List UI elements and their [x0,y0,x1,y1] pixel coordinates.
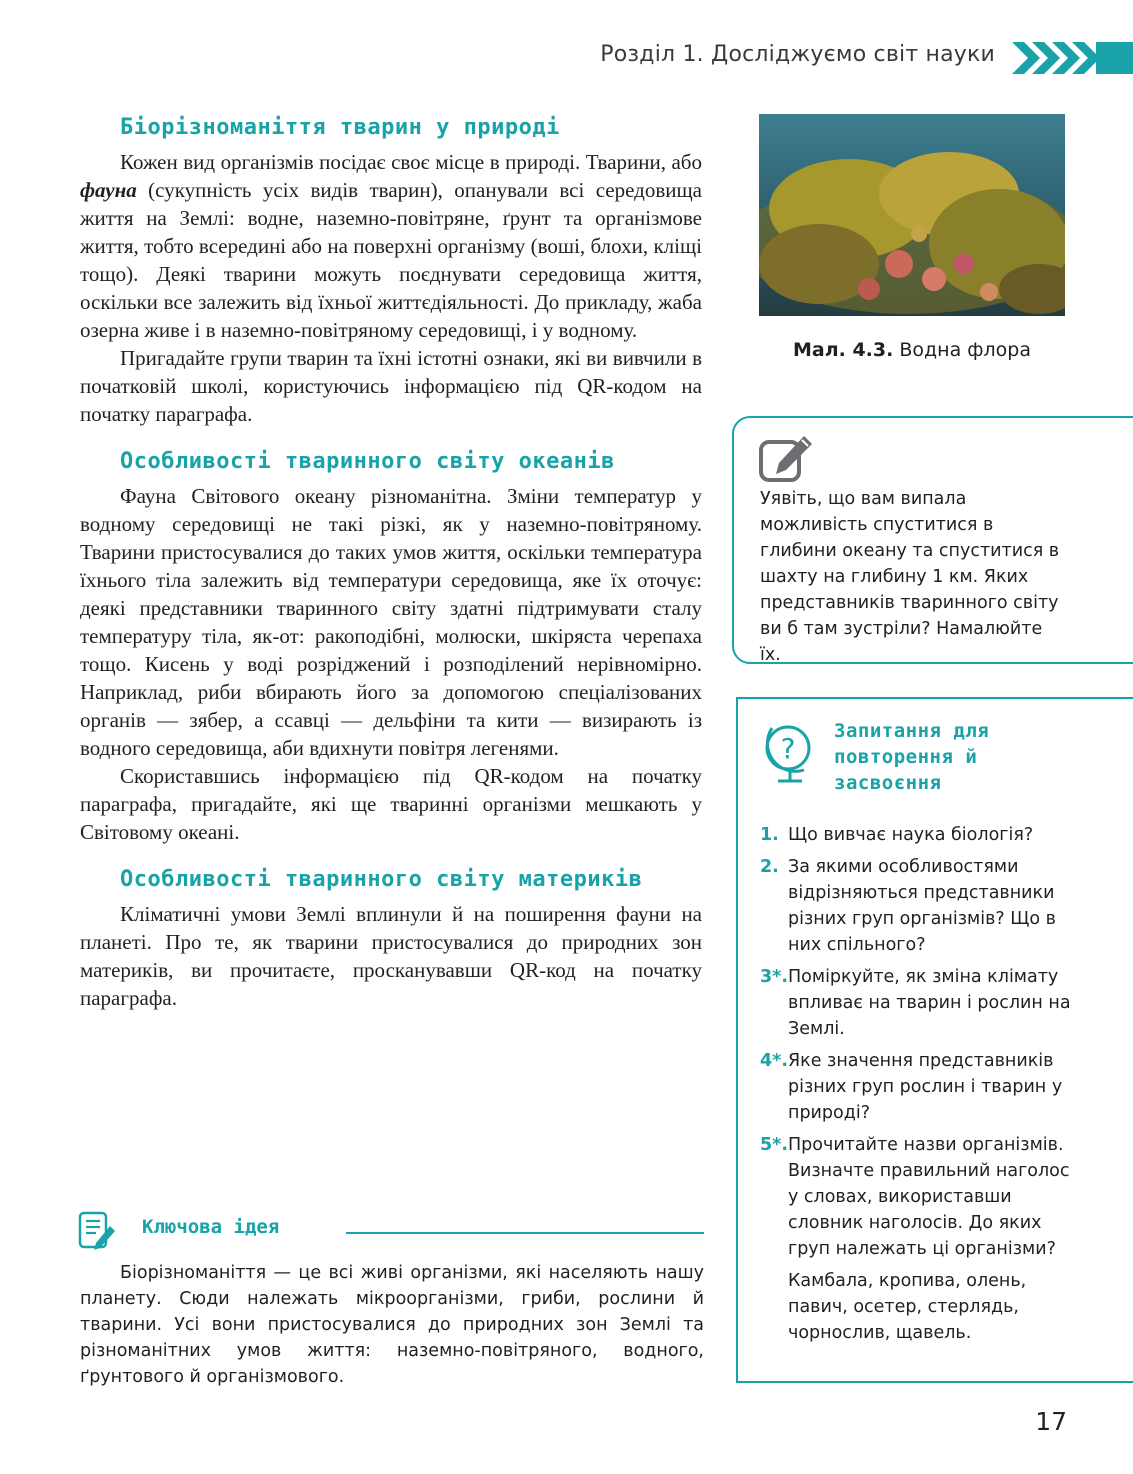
section-heading: Біорізноманіття тварин у природі [120,115,560,140]
question-number: 3*. [760,967,788,987]
question-globe-icon [760,718,818,784]
question-item: 4*. Яке значення представників різних груп рослин і тварин у природі? [760,1048,1078,1126]
page-number: 17 [1035,1407,1067,1436]
paragraph: Пригадайте групи тварин та їхні істотні ознаки, які ви вивчили в початковій школі, користуючись інформацією під QR-кодом на початку параграфа. [80,346,702,426]
key-idea-title: Ключова ідея [142,1216,280,1238]
question-item: 5*. Прочитайте назви організмів. Визначте правильний наголос у словах, використавши словник наголосів. До яких груп належать ці організми? [760,1132,1078,1262]
question-number: 1. [760,825,779,845]
notes-pencil-icon [76,1210,116,1252]
questions-title: Запитання для повторення й засвоєння [834,720,990,794]
chapter-header: Розділ 1. Досліджуємо світ науки [600,42,995,67]
question-item: 1. Що вивчає наука біологія? [760,822,1078,848]
term-fauna: фауна [80,178,137,202]
divider [346,1232,704,1234]
paragraph: Кожен вид організмів посідає своє місце в природі. Тварини, або фауна (сукупність усіх видів тварин), опанували всі середовища життя на Землі: водне, наземно-повітряне, ґрунт та організмове життя, тобто всередині або на поверхні організму (воші, блохи, кліщі тощо). Деякі тварини можуть поєднувати середовища життя, оскільки все залежить від їхньої життєдіяльності. До прикладу, жаба озерна живе і в наземно-повітряному середовищі, і у водному. [80,150,702,342]
svg-text:?: ? [780,732,796,765]
question-number: 2. [760,857,779,877]
key-idea-text: Біорізноманіття — це всі живі організми, які населяють нашу планету. Сюди належать мікроорганізми, гриби, рослини й тварини. Усі вони пристосувалися до природних зон Землі та різноманітних умов життя: наземно-повітряного, водного, ґрунтового й організмового. [80,1263,704,1387]
question-number: 4*. [760,1051,788,1071]
question-item: 3*. Поміркуйте, як зміна клімату впливає на тварин і рослин на Землі. [760,964,1078,1042]
chevrons-icon [1012,40,1133,76]
question-number: 5*. [760,1135,788,1155]
aquatic-flora-photo [759,114,1065,316]
figure-label: Мал. 4.3. [792,339,894,361]
organisms-list: Камбала, кропива, олень, павич, осетер, стерлядь, чорнослив, щавель. [788,1271,1027,1343]
questions-list [760,822,1078,1346]
task-text: Уявіть, що вам випала можливість спуститися в глибини океану та спуститися в шахту на глибину 1 км. Яких представників тваринного світу ви б там зустріли? Намалюйте їх. [760,489,1060,665]
question-item: 2. За якими особливостями відрізняються представники різних груп організмів? Що в них спільного? [760,854,1078,958]
key-idea-block [76,1208,704,1390]
section-heading: Особливості тваринного світу материків [120,867,643,892]
paragraph: Скориставшись інформацією під QR-кодом на початку параграфа, пригадайте, які ще тваринні організми мешкають у Світовому океані. [80,764,702,844]
paragraph: Кліматичні умови Землі вплинули й на поширення фауни на планеті. Про те, як тварини пристосувалися до природних зон материків, ви прочитаєте, просканувавши QR-код на початку параграфа. [80,902,702,1010]
edit-pencil-icon [758,434,814,484]
figure-caption: Мал. 4.3. Водна флора [792,339,1032,361]
section-heading: Особливості тваринного світу океанів [120,449,615,474]
paragraph: Фауна Світового океану різноманітна. Зміни температур у водному середовищі не такі різкі, як у наземно-повітряному. Тварини пристосувалися до таких умов життя, оскільки температура їхнього тіла залежить від температури середовища, яке їх оточує: деякі представники тваринного світу здатні підтримувати сталу температуру тіла, як-от: ракоподібні, молюски, шкіряста черепаха тощо. Кисень у воді розріджений і розподілений нерівномірно. Наприклад, риби вбирають його за допомогою спеціалізованих органів — зябер, а ссавці — дельфіни та кити — визирають із водного середовища, аби вдихнути повітря легенями. [80,484,702,760]
main-text-column [80,112,702,1012]
